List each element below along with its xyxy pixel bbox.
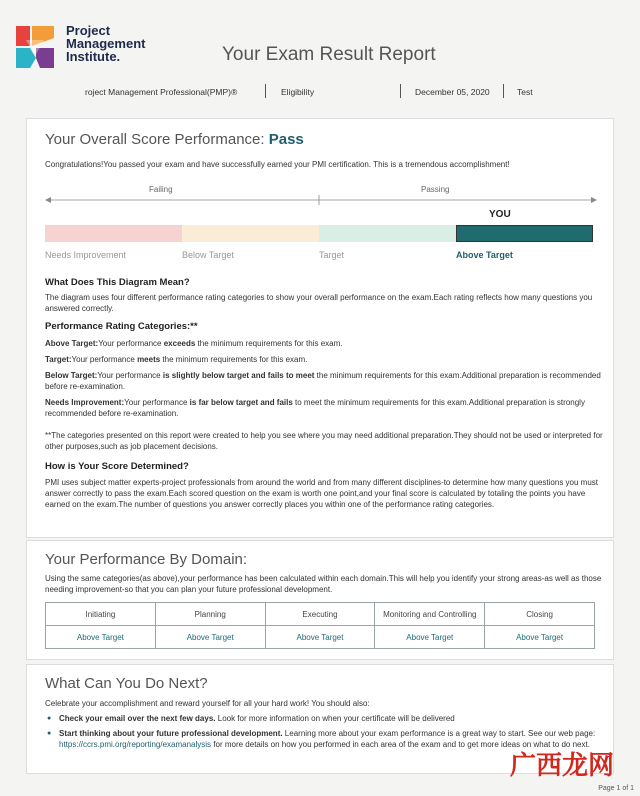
test-label: Test	[517, 87, 533, 97]
score-explanation: PMI uses subject matter experts-project professionals from around the world and from many different disciplines-to determine how many questions you must answer correctly to pass the exam.Each scored question on the exam is worth one point,and your final score is calculated by totaling the points you have earned on the exam.The number of questions you answer correctly places you within one of the performance rating categories.	[45, 478, 598, 509]
cat-above-target: Above Target	[456, 250, 513, 260]
cat-target: Target	[319, 250, 345, 260]
list-item: ● Check your email over the next few days. Look for more information on when your certificate will be delivered	[59, 713, 604, 724]
rating-closing: Above Target	[485, 626, 595, 649]
divider	[400, 84, 401, 98]
below-target-definition: Below Target:Your performance is slightly below target and fails to meet the minimum requirements for this exam.Additional preparation is recommended before re-examination.	[45, 371, 601, 391]
diagram-explanation: The diagram uses four different performance rating categories to show your overall performance on the exam.Each rating reflects how many questions you answered correctly.	[45, 293, 593, 313]
rating-monitoring: Above Target	[375, 626, 485, 649]
logo-wordmark: Project Management Institute.	[66, 23, 146, 64]
watermark: 广西龙网	[509, 750, 614, 780]
cat-below-target: Below Target	[182, 250, 234, 260]
next-heading: What Can You Do Next?	[45, 675, 208, 692]
domain-heading: Your Performance By Domain:	[45, 551, 248, 568]
score-question: How is Your Score Determined?	[45, 461, 189, 472]
domain-table	[45, 602, 595, 649]
failing-label: Failing	[149, 185, 173, 194]
overall-heading: Your Overall Score Performance: Pass	[45, 131, 304, 148]
table-row	[46, 626, 595, 649]
you-marker: YOU	[489, 209, 511, 220]
domain-planning: Planning	[155, 603, 265, 626]
eligibility-label: Eligibility	[281, 87, 315, 97]
diagram-question: What Does This Diagram Mean?	[45, 277, 190, 288]
domain-initiating: Initiating	[46, 603, 156, 626]
page-number: Page 1 of 1	[598, 785, 634, 792]
divider	[503, 84, 504, 98]
next-text: Celebrate your accomplishment and reward yourself for all your hard work! You should also:	[45, 699, 370, 708]
rating-executing: Above Target	[265, 626, 375, 649]
bar-target	[319, 225, 456, 242]
result-pass: Pass	[268, 131, 304, 148]
domain-closing: Closing	[485, 603, 595, 626]
rating-planning: Above Target	[155, 626, 265, 649]
cat-needs-improvement: Needs Improvement	[45, 250, 127, 260]
domain-monitoring: Monitoring and Controlling	[375, 603, 485, 626]
exam-analysis-link[interactable]: https://ccrs.pmi.org/reporting/examanalysis	[59, 740, 212, 749]
overall-performance-section	[26, 118, 614, 538]
pmi-logo-icon	[16, 26, 54, 68]
bar-needs-improvement	[45, 225, 182, 242]
exam-date: December 05, 2020	[415, 87, 490, 97]
scale-arrow	[45, 195, 597, 205]
categories-footnote: **The categories presented on this report were created to help you see where you may need additional preparation.They should not be used or interpreted for other purposes,such as job placement decisions.	[45, 431, 603, 451]
rating-categories-heading: Performance Rating Categories:**	[45, 321, 198, 332]
above-target-definition: Above Target:Your performance exceeds the minimum requirements for this exam.	[45, 339, 343, 348]
domain-performance-section	[26, 540, 614, 660]
list-item: ● Start thinking about your future professional development. Learning more about your exam performance is a great way to start. See our web page: https://ccrs.pmi.org/reporting/examanalysis for more details on how you performed in each area of the exam and to get more ideas on what to do next.	[59, 728, 604, 750]
needs-improvement-definition: Needs Improvement:Your performance is far below target and fails to meet the minimum requirements for this exam.Additional preparation is strongly recommended before re-examination.	[45, 398, 585, 418]
domain-executing: Executing	[265, 603, 375, 626]
bar-below-target	[182, 225, 319, 242]
domain-text: Using the same categories(as above),your performance has been calculated within each domain.This will help you identify your strong areas-as well as those needing improvement-so that you can plan your future professional development.	[45, 574, 602, 594]
exam-info-bar	[85, 78, 545, 104]
divider	[265, 84, 266, 98]
congrats-text: Congratulations!You passed your exam and have successfully earned your PMI certification. This is a tremendous accomplishment!	[45, 160, 510, 169]
rating-initiating: Above Target	[46, 626, 156, 649]
table-row	[46, 603, 595, 626]
passing-label: Passing	[421, 185, 450, 194]
report-title: Your Exam Result Report	[222, 44, 436, 65]
target-definition: Target:Your performance meets the minimum requirements for this exam.	[45, 355, 308, 364]
bar-above-target	[456, 225, 593, 242]
exam-name: roject Management Professional(PMP)®	[85, 87, 238, 97]
